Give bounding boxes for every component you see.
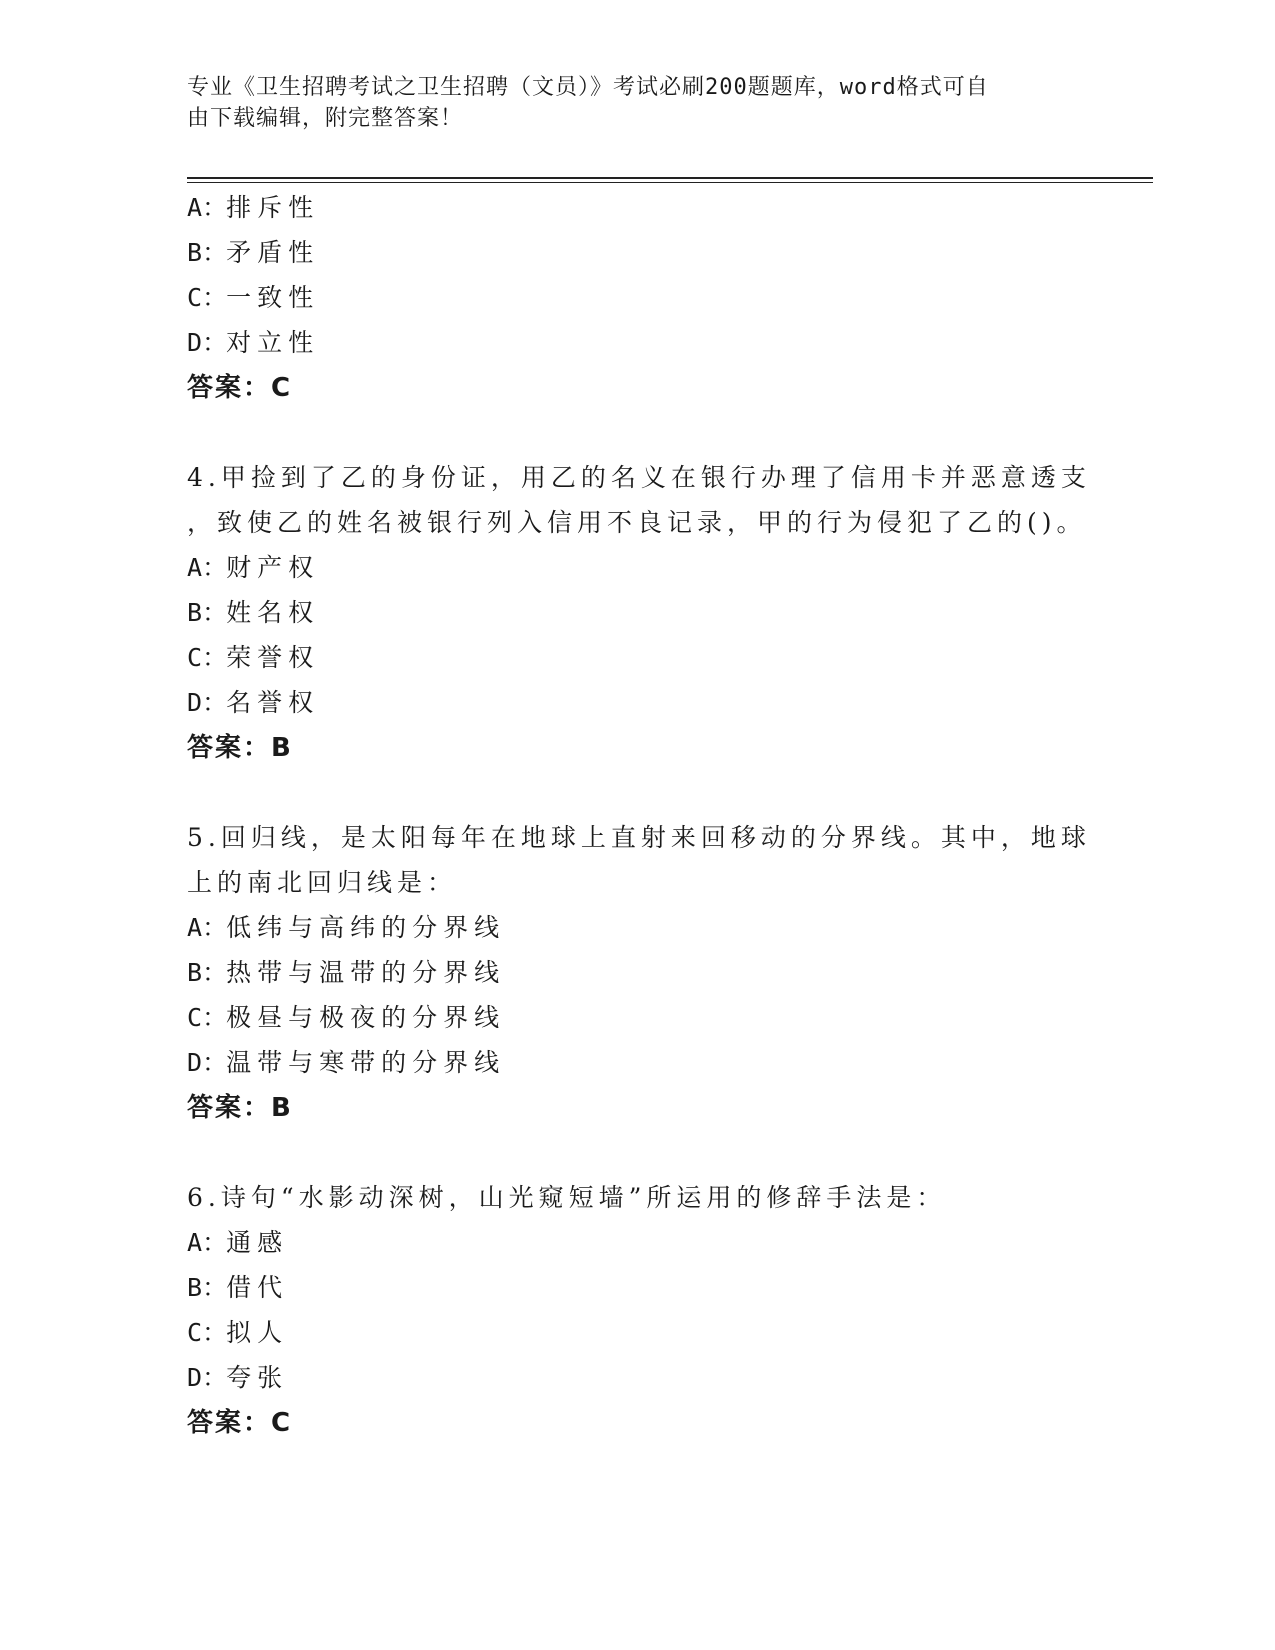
option-separator: ： — [202, 598, 228, 627]
q5-option-c — [187, 1002, 505, 1034]
q3-option-b — [187, 237, 319, 269]
option-text: 温带与寒带的分界线 — [226, 1048, 506, 1077]
option-letter: B — [187, 598, 203, 627]
option-separator: ： — [202, 643, 228, 672]
option-letter: D — [187, 688, 203, 717]
option-letter: D — [187, 328, 203, 357]
option-separator: ： — [202, 688, 228, 717]
q5-answer: 答案：B — [187, 1093, 293, 1123]
document-header — [187, 72, 1067, 134]
q5-question-line-2: 上的南北回归线是： — [187, 868, 458, 897]
q4-question-line-2: ，致使乙的姓名被银行列入信用不良记录，甲的行为侵犯了乙的()。 — [187, 508, 1087, 537]
q5-option-b — [187, 957, 505, 989]
option-text: 一致性 — [226, 283, 320, 312]
option-letter: C — [187, 1003, 203, 1032]
option-text: 通感 — [226, 1228, 289, 1257]
option-text: 低纬与高纬的分界线 — [226, 913, 506, 942]
option-separator: ： — [202, 913, 228, 942]
option-separator: ： — [202, 553, 228, 582]
header-divider-thick — [187, 177, 1153, 179]
option-text: 名誉权 — [226, 688, 320, 717]
q3-answer: 答案：C — [187, 373, 293, 403]
option-separator: ： — [202, 1048, 228, 1077]
option-text: 姓名权 — [226, 598, 320, 627]
option-letter: B — [187, 1273, 203, 1302]
option-letter: B — [187, 958, 203, 987]
q3-option-d — [187, 327, 319, 359]
option-text: 夸张 — [226, 1363, 289, 1392]
option-letter: D — [187, 1048, 203, 1077]
q4-option-a — [187, 552, 319, 584]
option-separator: ： — [202, 1003, 228, 1032]
option-letter: C — [187, 643, 203, 672]
option-text: 财产权 — [226, 553, 320, 582]
q3-option-a — [187, 192, 319, 224]
q5-option-a — [187, 912, 505, 944]
option-letter: D — [187, 1363, 203, 1392]
option-separator: ： — [202, 1228, 228, 1257]
q6-option-b — [187, 1272, 288, 1304]
q5-question-line-1: 5.回归线，是太阳每年在地球上直射来回移动的分界线。其中，地球 — [187, 823, 1091, 852]
option-letter: A — [187, 193, 203, 222]
option-letter: B — [187, 238, 203, 267]
option-separator: ： — [202, 238, 228, 267]
q4-option-b — [187, 597, 319, 629]
option-letter: C — [187, 1318, 203, 1347]
q6-option-c — [187, 1317, 288, 1349]
option-letter: C — [187, 283, 203, 312]
option-letter: A — [187, 553, 203, 582]
option-text: 荣誉权 — [226, 643, 320, 672]
q4-question-line-1: 4.甲捡到了乙的身份证，用乙的名义在银行办理了信用卡并恶意透支 — [187, 463, 1091, 492]
option-text: 对立性 — [226, 328, 320, 357]
option-text: 热带与温带的分界线 — [226, 958, 506, 987]
q6-option-a — [187, 1227, 288, 1259]
q4-answer: 答案：B — [187, 733, 293, 763]
q6-question-line-1: 6.诗句“水影动深树，山光窥短墙”所运用的修辞手法是： — [187, 1183, 947, 1212]
option-text: 借代 — [226, 1273, 289, 1302]
q4-option-d — [187, 687, 319, 719]
option-separator: ： — [202, 193, 228, 222]
header-divider-thin — [187, 182, 1153, 183]
q5-option-d — [187, 1047, 505, 1079]
header-line-1: 专业《卫生招聘考试之卫生招聘（文员）》考试必刷200题题库，word格式可自 — [187, 75, 989, 100]
option-separator: ： — [202, 958, 228, 987]
option-separator: ： — [202, 1273, 228, 1302]
option-letter: A — [187, 1228, 203, 1257]
q6-option-d — [187, 1362, 288, 1394]
option-separator: ： — [202, 1363, 228, 1392]
q3-option-c — [187, 282, 319, 314]
q6-answer: 答案：C — [187, 1408, 293, 1438]
option-text: 拟人 — [226, 1318, 289, 1347]
option-text: 矛盾性 — [226, 238, 320, 267]
option-separator: ： — [202, 1318, 228, 1347]
option-separator: ： — [202, 283, 228, 312]
option-text: 排斥性 — [226, 193, 320, 222]
option-separator: ： — [202, 328, 228, 357]
option-letter: A — [187, 913, 203, 942]
option-text: 极昼与极夜的分界线 — [226, 1003, 506, 1032]
q4-option-c — [187, 642, 319, 674]
header-line-2: 由下载编辑，附完整答案！ — [187, 106, 464, 131]
